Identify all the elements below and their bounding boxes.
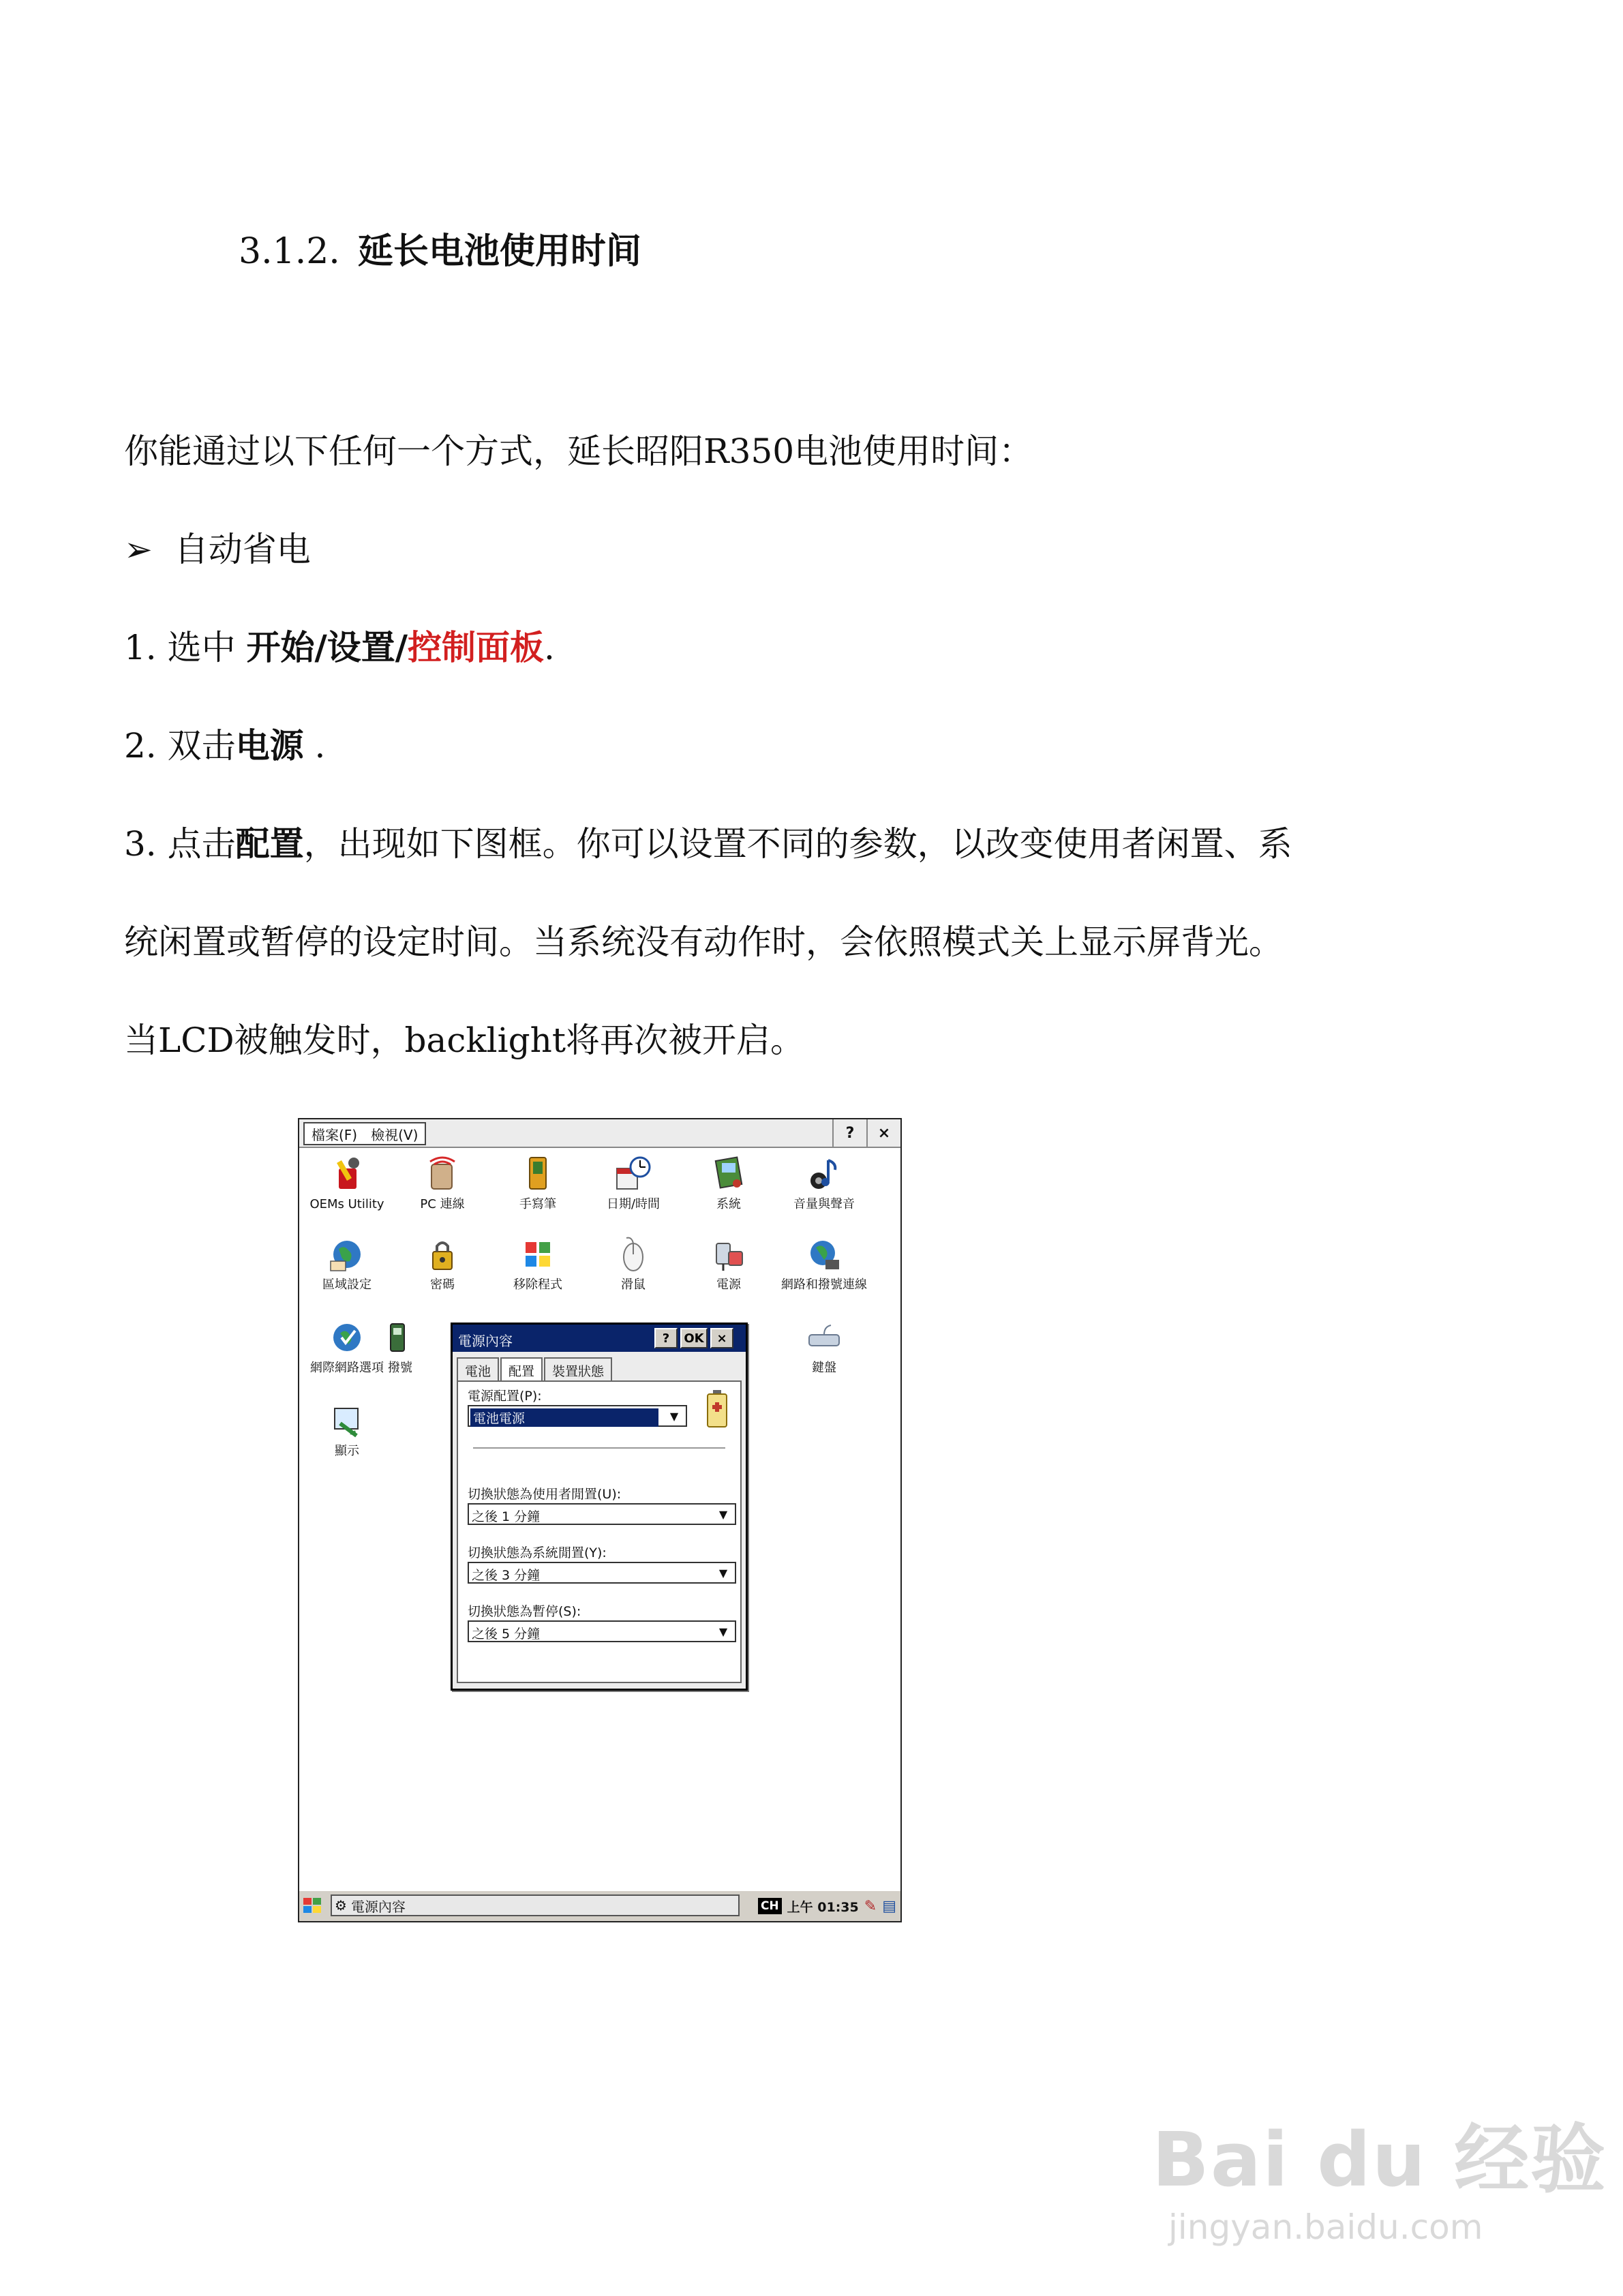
step-1-prefix: 1. 选中 bbox=[124, 628, 247, 667]
menu-view[interactable]: 檢視(V) bbox=[371, 1126, 419, 1143]
mouse-icon bbox=[613, 1234, 654, 1275]
power-scheme-label: 電源配置(P): bbox=[468, 1389, 542, 1404]
section-title: 延长电池使用时间 bbox=[357, 230, 641, 272]
system-icon bbox=[708, 1153, 749, 1194]
schemes-panel bbox=[457, 1380, 742, 1683]
close-button[interactable]: × bbox=[866, 1119, 900, 1147]
lock-icon bbox=[422, 1234, 463, 1275]
icon-date-time[interactable]: 日期/時間 bbox=[586, 1153, 681, 1212]
power-keyword: 电源 bbox=[235, 725, 304, 766]
help-button[interactable]: ? bbox=[832, 1119, 866, 1147]
chevron-down-icon: ▼ bbox=[718, 1507, 728, 1521]
icon-mouse[interactable]: 滑鼠 bbox=[586, 1234, 681, 1293]
step-2 bbox=[124, 725, 325, 766]
intro-paragraph: 你能通过以下任何一个方式，延长昭阳R350电池使用时间： bbox=[124, 432, 1033, 471]
icon-password[interactable]: 密碼 bbox=[395, 1234, 490, 1293]
step-1-suffix: . bbox=[544, 628, 555, 667]
chevron-down-icon: ▼ bbox=[669, 1409, 679, 1423]
globe-icon bbox=[327, 1234, 367, 1275]
pc-connect-icon bbox=[422, 1153, 463, 1194]
user-idle-select[interactable] bbox=[468, 1503, 736, 1525]
step-3-line-3: 当LCD被触发时，backlight将再次被开启。 bbox=[124, 1021, 804, 1060]
suspend-select[interactable] bbox=[468, 1620, 736, 1642]
icon-display[interactable]: 顯示 bbox=[299, 1400, 395, 1459]
control-panel-highlight: 控制面板 bbox=[408, 627, 545, 667]
tab-schemes[interactable]: 配置 bbox=[500, 1357, 543, 1380]
icon-power[interactable]: 電源 bbox=[681, 1234, 776, 1293]
icon-pc-connection[interactable]: PC 連線 bbox=[395, 1153, 490, 1212]
icon-keyboard[interactable]: 鍵盤 bbox=[776, 1317, 872, 1376]
power-icon: ⚙ bbox=[335, 1897, 347, 1914]
icon-stylus[interactable]: 手寫筆 bbox=[490, 1153, 586, 1212]
battery-icon bbox=[705, 1389, 729, 1430]
separator bbox=[473, 1447, 725, 1449]
dial-icon bbox=[380, 1317, 421, 1358]
system-idle-select[interactable] bbox=[468, 1562, 736, 1584]
icon-regional-settings[interactable]: 區域設定 bbox=[299, 1234, 395, 1293]
baidu-watermark bbox=[1152, 2100, 1607, 2247]
step-3-rest: ，出现如下图框。你可以设置不同的参数，以改变使用者闲置、系 bbox=[303, 824, 1292, 864]
watermark-url: jingyan.baidu.com bbox=[1168, 2207, 1483, 2247]
menu-group bbox=[303, 1122, 426, 1145]
section-heading bbox=[239, 222, 641, 273]
icon-dialing[interactable]: 撥號 bbox=[380, 1317, 421, 1376]
dialog-title: 電源內容 bbox=[458, 1333, 513, 1349]
power-icon bbox=[708, 1234, 749, 1275]
step-3-prefix: 3. 点击 bbox=[124, 824, 236, 864]
power-properties-dialog bbox=[451, 1323, 748, 1691]
step-3-line-2: 统闲置或暂停的设定时间。当系统没有动作时，会依照模式关上显示屏背光。 bbox=[124, 922, 1283, 962]
clock-icon bbox=[613, 1153, 654, 1194]
step-3-line-1 bbox=[124, 824, 1292, 864]
sound-icon bbox=[804, 1153, 845, 1194]
system-idle-label: 切換狀態為系統閒置(Y): bbox=[468, 1545, 607, 1560]
user-idle-label: 切換狀態為使用者閒置(U): bbox=[468, 1487, 622, 1502]
dialog-ok-button[interactable]: OK bbox=[680, 1328, 708, 1348]
system-tray bbox=[758, 1894, 900, 1918]
icon-oems-utility[interactable]: OEMs Utility bbox=[299, 1153, 395, 1212]
network-icon bbox=[804, 1234, 845, 1275]
power-scheme-select[interactable] bbox=[468, 1405, 687, 1427]
user-idle-value: 之後 1 分鐘 bbox=[472, 1509, 541, 1524]
step-2-suffix: . bbox=[303, 726, 326, 766]
chevron-down-icon: ▼ bbox=[718, 1566, 728, 1580]
watermark-main: Bai du 经验 bbox=[1152, 2116, 1607, 2203]
step-2-prefix: 2. 双击 bbox=[124, 726, 236, 766]
pen-icon[interactable]: ✎ bbox=[864, 1897, 877, 1915]
step-1 bbox=[124, 627, 555, 668]
bullet-item bbox=[124, 529, 311, 570]
dialog-tabs bbox=[457, 1357, 613, 1380]
icon-volume-sounds[interactable]: 音量與聲音 bbox=[776, 1153, 872, 1212]
keyboard-icon bbox=[804, 1317, 845, 1358]
taskbar-task-power[interactable] bbox=[331, 1894, 740, 1916]
icon-network-dialup[interactable]: 網路和撥號連線 bbox=[776, 1234, 872, 1293]
power-scheme-value: 電池電源 bbox=[470, 1408, 658, 1427]
wrench-icon bbox=[327, 1153, 367, 1194]
tab-device-status[interactable]: 裝置狀態 bbox=[544, 1357, 612, 1380]
bullet-text: 自动省电 bbox=[174, 530, 311, 569]
menu-bar bbox=[299, 1119, 900, 1148]
task-label: 電源內容 bbox=[350, 1898, 406, 1915]
windows-icon bbox=[517, 1234, 558, 1275]
clock: 上午 01:35 bbox=[787, 1899, 859, 1915]
icon-internet-options[interactable]: 網際網路選項 bbox=[299, 1317, 395, 1376]
suspend-label: 切換狀態為暫停(S): bbox=[468, 1604, 581, 1619]
step-1-path: 开始/设置/ bbox=[246, 627, 408, 667]
dialog-help-button[interactable]: ? bbox=[654, 1328, 678, 1348]
stylus-icon bbox=[517, 1153, 558, 1194]
menu-file[interactable]: 檔案(F) bbox=[312, 1126, 358, 1143]
dialog-title-bar bbox=[453, 1325, 746, 1352]
config-keyword: 配置 bbox=[235, 824, 304, 864]
input-method-indicator[interactable]: CH bbox=[758, 1898, 782, 1914]
display-icon bbox=[327, 1400, 367, 1441]
tab-battery[interactable]: 電池 bbox=[457, 1357, 499, 1380]
chevron-down-icon: ▼ bbox=[718, 1625, 728, 1638]
section-number: 3.1.2. bbox=[239, 231, 340, 272]
control-panel-screenshot bbox=[298, 1118, 902, 1922]
desktop-icon[interactable]: ▤ bbox=[882, 1897, 896, 1915]
system-idle-value: 之後 3 分鐘 bbox=[472, 1568, 541, 1583]
bullet-marker: ➢ bbox=[124, 530, 153, 569]
internet-icon bbox=[327, 1317, 367, 1358]
dialog-close-button[interactable]: × bbox=[710, 1328, 733, 1348]
suspend-value: 之後 5 分鐘 bbox=[472, 1627, 541, 1642]
start-icon[interactable] bbox=[302, 1895, 322, 1920]
icon-remove-programs[interactable]: 移除程式 bbox=[490, 1234, 586, 1293]
taskbar bbox=[299, 1890, 900, 1921]
icon-system[interactable]: 系統 bbox=[681, 1153, 776, 1212]
